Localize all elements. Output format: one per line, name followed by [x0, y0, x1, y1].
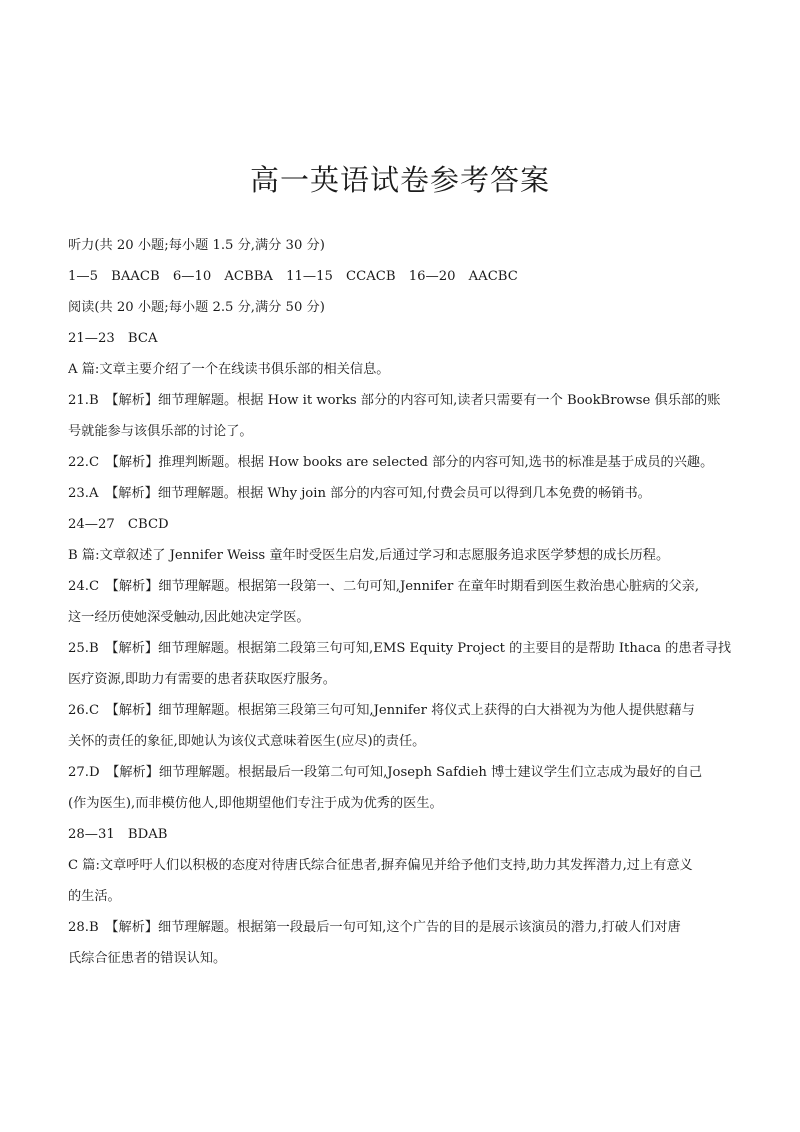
passage-b-summary: B 篇:文章叙述了 Jennifer Weiss 童年时受医生启发,后通过学习和志愿服务追求医学梦想的成长历程。	[68, 548, 670, 563]
passage-c-summary: C 篇:文章呼吁人们以积极的态度对待唐氏综合征患者,摒弃偏见并给予他们支持,助力其发挥潜力,过上有意义	[68, 858, 693, 873]
answer-row-24-27: 24—27 CBCD	[68, 517, 169, 532]
answer-row-21-23: 21—23 BCA	[68, 331, 158, 346]
section-header-listening: 听力(共 20 小题;每小题 1.5 分,满分 30 分)	[68, 238, 325, 253]
passage-c-summary-continued: 的生活。	[68, 889, 121, 904]
explanation-21: 21.B 【解析】细节理解题。根据 How it works 部分的内容可知,读者只需要有一个 BookBrowse 俱乐部的账	[68, 393, 721, 408]
passage-a-summary: A 篇:文章主要介绍了一个在线读书俱乐部的相关信息。	[68, 362, 390, 377]
explanation-28: 28.B 【解析】细节理解题。根据第一段最后一句可知,这个广告的目的是展示该演员的潜力,打破人们对唐	[68, 920, 681, 935]
explanation-22: 22.C 【解析】推理判断题。根据 How books are selected 部分的内容可知,选书的标准是基于成员的兴趣。	[68, 455, 714, 470]
explanation-27: 27.D 【解析】细节理解题。根据最后一段第二句可知,Joseph Safdieh 博士建议学生们立志成为最好的自己	[68, 765, 703, 780]
answer-row-listening: 1—5 BAACB 6—10 ACBBA 11—15 CCACB 16—20 AACBC	[68, 269, 518, 284]
explanation-25: 25.B 【解析】细节理解题。根据第二段第三句可知,EMS Equity Project 的主要目的是帮助 Ithaca 的患者寻找	[68, 641, 732, 656]
section-header-reading: 阅读(共 20 小题;每小题 2.5 分,满分 50 分)	[68, 300, 325, 315]
explanation-23: 23.A 【解析】细节理解题。根据 Why join 部分的内容可知,付费会员可以得到几本免费的畅销书。	[68, 486, 651, 501]
answer-row-28-31: 28—31 BDAB	[68, 827, 168, 842]
explanation-28-continued: 氏综合征患者的错误认知。	[68, 951, 227, 966]
explanation-27-continued: (作为医生),而非模仿他人,即他期望他们专注于成为优秀的医生。	[68, 796, 443, 811]
explanation-24: 24.C 【解析】细节理解题。根据第一段第一、二句可知,Jennifer 在童年时期看到医生救治患心脏病的父亲,	[68, 579, 700, 594]
explanation-25-continued: 医疗资源,即助力有需要的患者获取医疗服务。	[68, 672, 336, 687]
explanation-24-continued: 这一经历使她深受触动,因此她决定学医。	[68, 610, 310, 625]
explanation-21-continued: 号就能参与该俱乐部的讨论了。	[68, 424, 253, 439]
explanation-26-continued: 关怀的责任的象征,即她认为该仪式意味着医生(应尽)的责任。	[68, 734, 426, 749]
explanation-26: 26.C 【解析】细节理解题。根据第三段第三句可知,Jennifer 将仪式上获得的白大褂视为为他人提供慰藉与	[68, 703, 695, 718]
page-title: 高一英语试卷参考答案	[249, 163, 550, 197]
